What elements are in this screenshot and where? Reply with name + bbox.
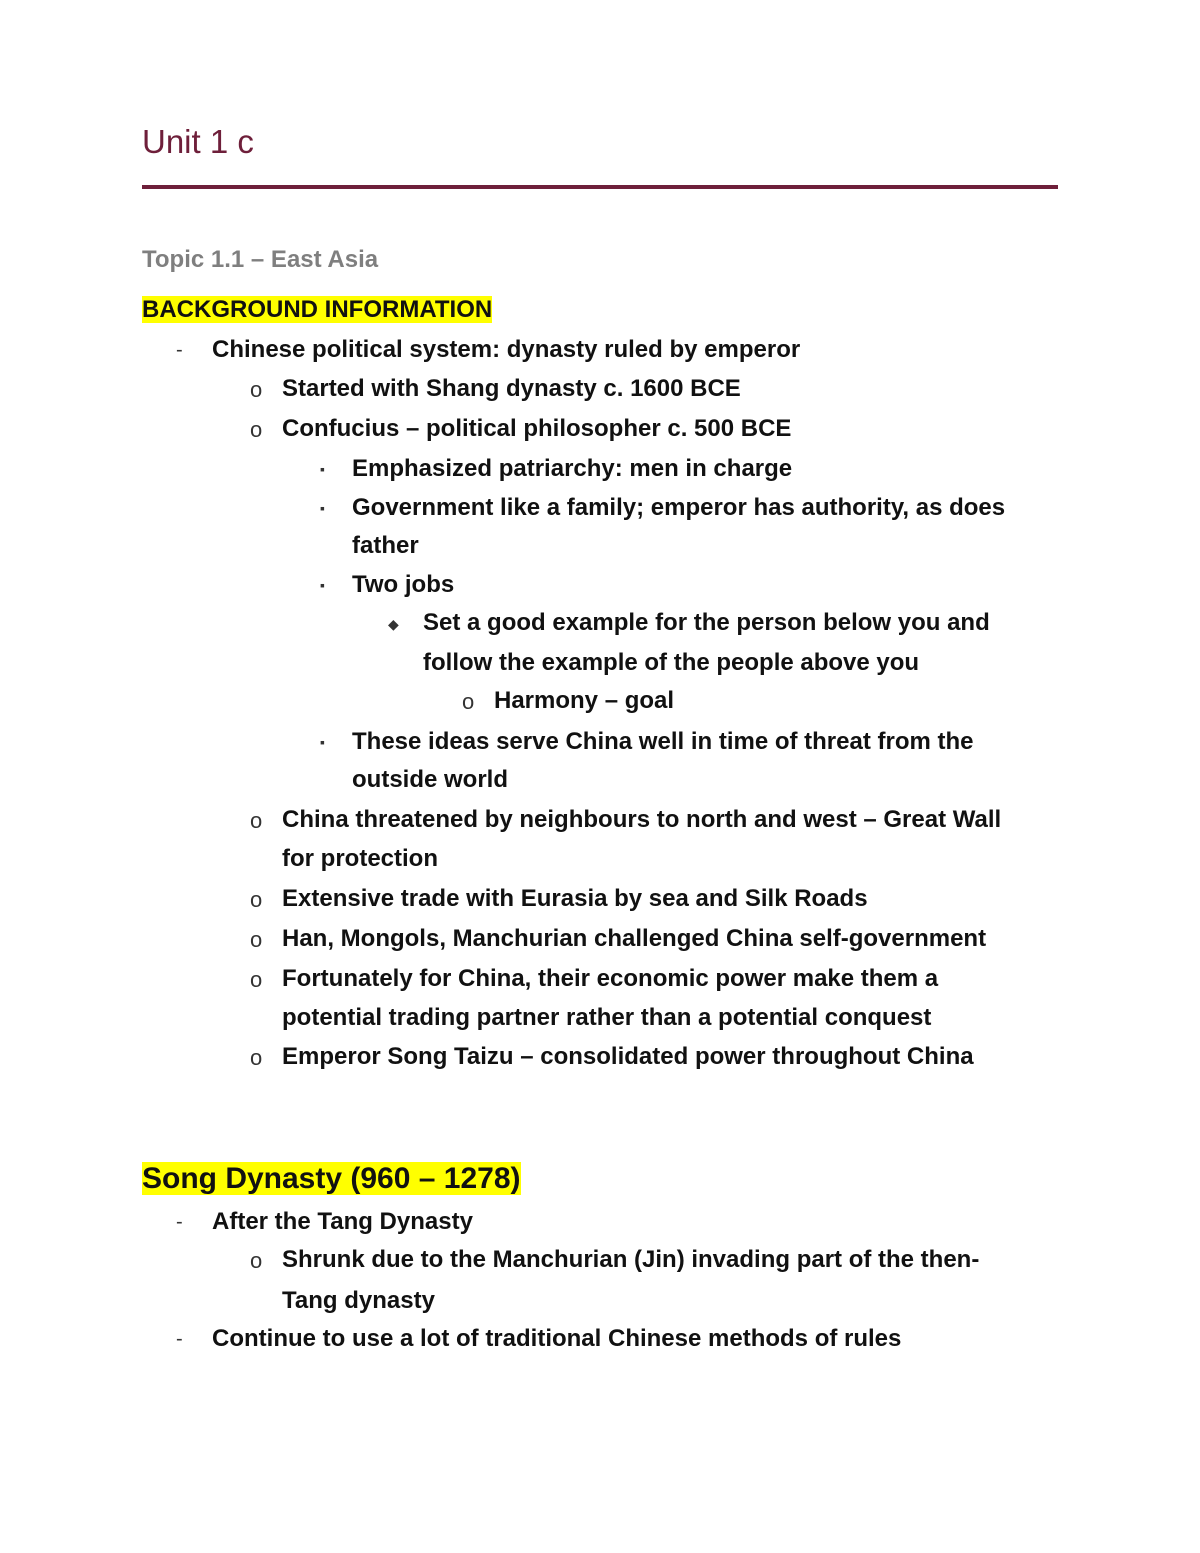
list-item: Emphasized patriarchy: men in charge [352,455,793,482]
circle-bullet: o [462,689,475,714]
circle-bullet: o [250,927,263,952]
song-dynasty-heading [142,1158,521,1200]
list-item: Started with Shang dynasty c. 1600 BCE [282,375,741,402]
dash-bullet: - [176,339,183,361]
dash-bullet: - [176,1328,183,1350]
circle-bullet: o [250,1045,263,1070]
square-bullet: ▪ [320,577,325,593]
title-underline [142,185,1058,189]
list-item-continuation: father [352,532,419,559]
list-item-continuation: outside world [352,766,508,793]
list-item: After the Tang Dynasty [212,1208,473,1235]
list-item: Confucius – political philosopher c. 500 BCE [282,415,792,442]
list-item: Continue to use a lot of traditional Chinese methods of rules [212,1325,902,1352]
list-item: Fortunately for China, their economic power make them a [282,965,939,992]
list-item-continuation: Tang dynasty [282,1287,435,1314]
list-item: Two jobs [352,571,455,598]
list-item: Set a good example for the person below you and [423,609,990,636]
circle-bullet: o [250,417,263,442]
dash-bullet: - [176,1211,183,1233]
background-heading-text: BACKGROUND INFORMATION [142,296,493,323]
diamond-bullet: ◆ [388,616,399,632]
list-item: Shrunk due to the Manchurian (Jin) invading part of the then- [282,1246,980,1273]
song-dynasty-heading-text: Song Dynasty (960 – 1278) [142,1162,521,1195]
list-item: Han, Mongols, Manchurian challenged China self-government [282,925,987,952]
circle-bullet: o [250,1248,263,1273]
page-title: Unit 1 c [142,123,254,160]
background-heading [142,294,492,326]
list-item: China threatened by neighbours to north and west – Great Wall [282,806,1002,833]
circle-bullet: o [250,377,263,402]
square-bullet: ▪ [320,500,325,516]
list-item-continuation: potential trading partner rather than a potential conquest [282,1004,932,1031]
circle-bullet: o [250,808,263,833]
circle-bullet: o [250,967,263,992]
list-item-continuation: follow the example of the people above you [423,649,920,676]
list-item-continuation: for protection [282,845,438,872]
list-item: Harmony – goal [494,687,675,714]
list-item: Government like a family; emperor has authority, as does [352,494,1006,521]
list-item: These ideas serve China well in time of threat from the [352,728,974,755]
list-item: Emperor Song Taizu – consolidated power throughout China [282,1043,974,1070]
list-item: Chinese political system: dynasty ruled by emperor [212,336,801,363]
square-bullet: ▪ [320,734,325,750]
list-item: Extensive trade with Eurasia by sea and Silk Roads [282,885,868,912]
square-bullet: ▪ [320,461,325,477]
topic-heading: Topic 1.1 – East Asia [142,246,379,273]
circle-bullet: o [250,887,263,912]
